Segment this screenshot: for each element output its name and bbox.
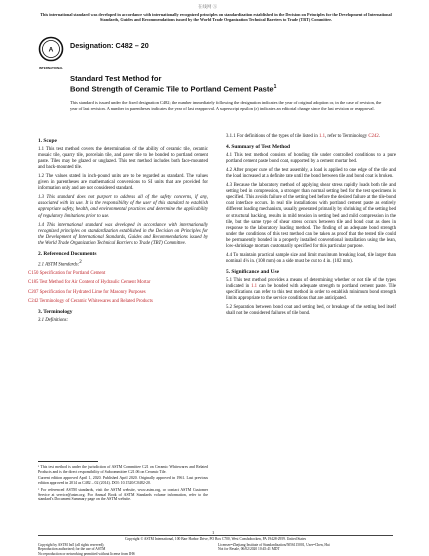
para-5-2: 5.2 Separation between bond coat and setting bed, or breakage of the setting bed itself shall not be considered failures of tile bond. (226, 305, 396, 317)
reference-item: C242 Terminology of Ceramic Whitewares and Related Products (28, 298, 153, 304)
designation: Designation: C482 – 20 (70, 41, 149, 50)
para-1-1: 1.1 This test method covers the determination of the ability of ceramic tile, ceramic mosaic tile, quarry tile, porcelain tile, and paver tile to be bonded to portland cement paste. Tiles may be glazed or unglazed. This test method includes both face-mounted and back-mounted tile. (38, 147, 208, 171)
svg-text:A: A (48, 46, 54, 54)
svg-text:INTERNATIONAL: INTERNATIONAL (38, 66, 64, 70)
footnotes (38, 455, 208, 504)
reference-link[interactable]: C207 (28, 289, 39, 295)
footnote-1b: Current edition approved April 1, 2020. Published April 2020. Originally approved in 1961. Last previous edition approved in 2014 as C482 – 02 (2014). DOI: 10.1520/C0482-20. (38, 476, 208, 486)
reference-link[interactable]: C185 (28, 280, 39, 286)
para-4-3: 4.3 Because the laboratory method of applying shear stress rapidly loads both tile and setting bed in compression, a stronger than normal setting bed for the test specimens is specified. This avoids failure of the setting bed before the desired failure at the tile-bond coat interface occurs. In real tile installations with portland cement paste as entirely different loading mechanism, usually generated primarily by shrinking of the setting bed or structural backing, results in mild tension in setting bed and mild compression in the tile, but the same type of shear stress occurs between tile and bond coat as does in response to the laboratory loading method. The finding of an adequate bond strength under the conditions of this test method can be taken as proof that the tested tile could be permanently bonded in a properly installed conventional installation using the lean, low-shrinkage mortars customarily specified for this particular purpose. (226, 183, 396, 249)
para-3-1-1: 3.1.1 For definitions of the types of tile listed in 1.1, refer to Terminology C242. (226, 134, 381, 139)
reference-link[interactable]: C150 (28, 271, 39, 277)
reference-item: C150 Specification for Portland Cement (28, 271, 106, 277)
para-1-3: 1.3 This standard does not purport to address all of the safety concerns, if any, associated with its use. It is the responsibility of the user of this standard to establish appropriate safety, health, and environmental practices and determine the applicability of regulatory limitations prior to use. (38, 195, 208, 219)
reference-item: C207 Specification for Hydrated Lime for Masonry Purposes (28, 289, 146, 295)
copyright-line: Copyright © ASTM International, 100 Barr Harbor Drive, PO Box C700, West Conshohocken, PA 19428-2959. United States (124, 537, 307, 541)
footer-license-right: Licensee=Zhejiang Institute of Standardization/5056115001, User=Chen, Hai Not for Resale, 06/02/2020 10:45:41 MDT (218, 543, 330, 552)
footer (38, 535, 393, 556)
reference-link[interactable]: C242 (368, 134, 379, 139)
section-5-heading: 5. Significance and Use (226, 268, 280, 275)
para-1-4: 1.4 This international standard was developed in accordance with internationally recognized principles on standardization established in the Decision on Principles for the Development of International Standards, Guides and Recommendations issued by the World Trade Organization Technical Barriers to Trade (TBT) Committee. (38, 222, 208, 246)
para-4-2: 4.2 After proper cure of the test assembly, a load is applied to one edge of the tile and the load increased at a definite rate until the bond between tile and bond coat is broken. (226, 168, 396, 180)
para-4-1: 4.1 This test method consists of bonding tile under controlled conditions to a pure portland cement paste bond coat, supported by a cement mortar bed. (226, 153, 396, 165)
right-column (226, 134, 396, 320)
reference-link[interactable]: C242 (28, 298, 39, 304)
para-4-4: 4.4 To maintain practical sample size and limit maximum breaking load, tile larger than nominal 4¼ in. (108 mm) on a side must be cut to 4 in. (102 mm). (226, 252, 396, 264)
para-5-1: 5.1 This test method provides a means of determining whether or not tile of the types indicated in 1.1 can be bonded with adequate strength to portland cement paste. Tile specifications can refer to this test method in order to establish minimum bond strength limits appropriate to the service conditions that are anticipated. (226, 277, 397, 302)
page-number: 1 (212, 530, 215, 535)
section-link[interactable]: 1.1 (319, 134, 325, 139)
footnote-2: ² For referenced ASTM standards, visit the ASTM website, www.astm.org, or contact ASTM Customer Service at service@astm.org. For Annual Book of ASTM Standards volume information, refer to the standard's Document Summary page on the ASTM website. (38, 487, 208, 502)
para-3-1: 3.1 Definitions: (38, 317, 69, 323)
reference-item: C185 Test Method for Air Content of Hydraulic Cement Mortar (28, 280, 151, 286)
astm-logo-icon (38, 36, 64, 76)
title-line-1: Standard Test Method for (70, 74, 162, 83)
section-4-heading: 4. Summary of Test Method (226, 144, 290, 151)
left-column (28, 134, 208, 327)
footnote-1: ¹ This test method is under the jurisdiction of ASTM Committee C21 on Ceramic Whitewares and Related Products and is the direct responsibility of Subcommittee C21.06 on Ceramic Tile. (38, 465, 208, 474)
section-2-heading: 2. Referenced Documents (38, 250, 97, 257)
footnote-divider (38, 461, 98, 462)
title-line-2: Bond Strength of Ceramic Tile to Portland Cement Paste$^1$ (70, 84, 277, 94)
footer-license-left: Copyright by ASTM Int'l (all rights reserved); Reproduction authorized; for the use of ASTM No reproduction or networking permitted without license from IHS (38, 543, 135, 556)
section-1-heading: 1. Scope (38, 138, 57, 144)
top-notice: This international standard was developed in accordance with internationally recognized principles on standardization established in the Decision on Principles for the Development of International Standards, Guides and Recommendations issued by the World Trade Organization Technical Barriers to Trade (TBT) Committee. (40, 12, 392, 22)
section-3-heading: 3. Terminology (38, 308, 73, 315)
preface: This standard is issued under the fixed designation C482; the number immediately following the designation indicates the year of original adoption or, in the case of revision, the year of last revision. A number in parentheses indicates the year of last reapproval. A superscript epsilon (ε) indicates an editorial change since the last revision or reapproval. (70, 100, 382, 111)
para-1-2: 1.2 The values stated in inch-pound units are to be regarded as standard. The values given in parentheses are mathematical conversions to SI units that are provided for information only and are not considered standard. (38, 174, 208, 192)
astm-standards-sub: 2.1 ASTM Standards:2 (38, 259, 82, 268)
section-link[interactable]: 1.1 (251, 283, 258, 289)
stamp: 在线网 Ⓐ (198, 4, 218, 9)
reference-list (28, 271, 208, 304)
